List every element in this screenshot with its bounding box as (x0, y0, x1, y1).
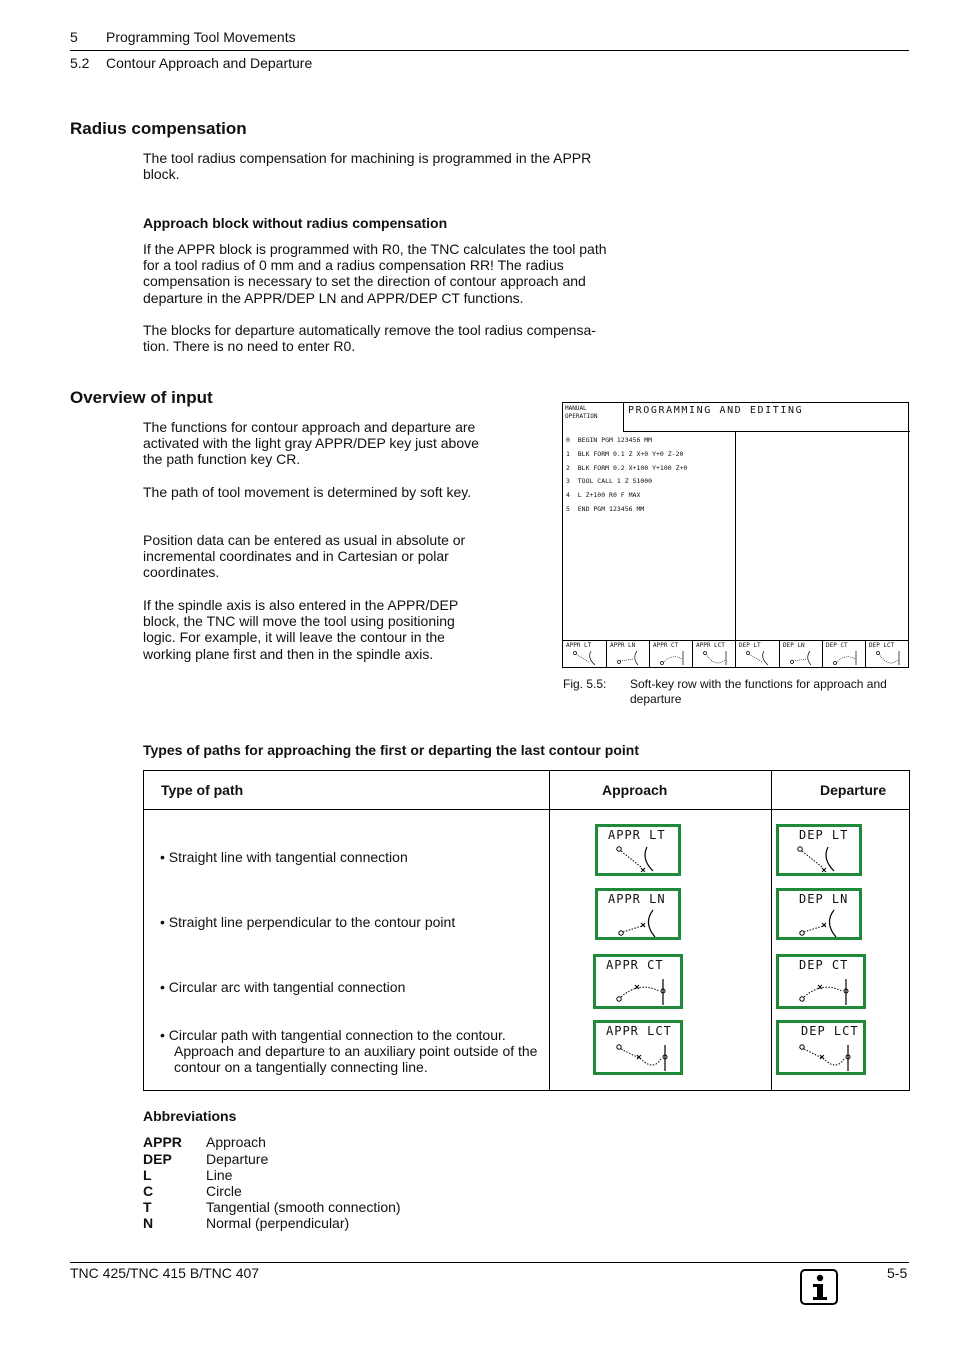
abbr-key: T (143, 1199, 152, 1215)
table-row: • Circular arc with tangential connection (160, 979, 406, 995)
key-label: APPR LCT (606, 1024, 672, 1038)
row-text: Circular arc with tangential connection (168, 979, 406, 995)
softkey-label: DEP LN (783, 642, 805, 649)
radius-paragraph-3: The blocks for departure automatically remove the tool radius compensa-tion. There is no need to enter R0. (143, 322, 596, 355)
program-line: 2 BLK FORM 0.2 X+100 Y+100 Z+0 (566, 464, 688, 472)
figure-label: Fig. 5.5: (563, 677, 607, 691)
dep-ln-key-icon (776, 888, 862, 940)
overview-paragraph-2: The path of tool movement is determined by soft key. (143, 484, 472, 500)
key-label: APPR LT (608, 828, 666, 842)
dep-lt-key-icon (776, 824, 862, 876)
section-number: 5.2 (70, 55, 90, 71)
key-label: DEP LN (799, 892, 849, 906)
program-line: 3 TOOL CALL 1 Z S1000 (566, 477, 653, 485)
mode-label-line1: MANUAL (565, 405, 587, 412)
abbr-key: L (143, 1167, 152, 1183)
section-title: Contour Approach and Departure (106, 55, 313, 71)
table-row: • Straight line perpendicular to the contour point (160, 914, 456, 930)
chapter-title: Programming Tool Movements (106, 29, 296, 45)
footer-rule (70, 1262, 909, 1263)
softkey-label: DEP LCT (869, 642, 895, 649)
softkey-label: APPR LT (566, 642, 592, 649)
table-row: • Straight line with tangential connection (160, 849, 408, 865)
appr-ct-key-icon (593, 954, 683, 1009)
softkey-dep-lt[interactable] (736, 641, 780, 668)
key-label: DEP LT (799, 828, 849, 842)
abbr-value: Departure (206, 1151, 269, 1167)
overview-paragraph-3: Position data can be entered as usual in absolute or incremental coordinates and in Cartesian or polar coordinates. (143, 532, 466, 581)
softkey-appr-ln[interactable] (607, 641, 650, 668)
dep-ct-key-icon (776, 954, 866, 1009)
abbr-value: Approach (206, 1134, 266, 1150)
softkey-label: APPR LCT (696, 642, 725, 649)
abbr-value: Tangential (smooth connection) (206, 1199, 401, 1215)
row-text: Straight line perpendicular to the contour point (168, 914, 456, 930)
chapter-number: 5 (70, 29, 78, 45)
tnc-screen (562, 402, 909, 668)
row-text: Straight line with tangential connection (168, 849, 408, 865)
key-label: APPR LN (608, 892, 666, 906)
screen-title: PROGRAMMING AND EDITING (628, 405, 804, 416)
key-label: APPR CT (606, 958, 664, 972)
header-rule (70, 50, 909, 51)
page-number: 5-5 (887, 1265, 908, 1281)
program-line: 5 END PGM 123456 MM (566, 505, 645, 513)
screen-divider (735, 431, 736, 641)
softkey-label: DEP LT (739, 642, 761, 649)
softkey-label: APPR LN (610, 642, 636, 649)
abbreviations-heading: Abbreviations (143, 1108, 237, 1124)
key-label: DEP CT (799, 958, 849, 972)
softkey-label: DEP CT (826, 642, 848, 649)
key-label: DEP LCT (801, 1024, 859, 1038)
softkey-dep-ct[interactable] (823, 641, 866, 668)
softkey-appr-lt[interactable] (563, 641, 607, 668)
table-row: • Circular path with tangential connection to the contour. Approach and departure to an auxiliary point outside of the contour on a tangentially connecting line. (160, 1027, 538, 1076)
table-heading: Types of paths for approaching the first or departing the last contour point (143, 742, 639, 758)
softkey-appr-lct[interactable] (693, 641, 736, 668)
appr-lt-key-icon (595, 824, 681, 876)
row-text: Circular path with tangential connection to the contour. Approach and departure to an auxiliary point outside of the contour on a tangentially connecting line. (168, 1027, 538, 1076)
appr-lct-key-icon (593, 1020, 683, 1075)
softkey-appr-ct[interactable] (650, 641, 693, 668)
softkey-dep-lct[interactable] (866, 641, 908, 668)
abbr-value: Circle (206, 1183, 242, 1199)
footer-models: TNC 425/TNC 415 B/TNC 407 (70, 1265, 260, 1281)
program-line: 0 BEGIN PGM 123456 MM (566, 436, 653, 444)
column-header-departure: Departure (772, 771, 910, 810)
overview-paragraph-1: The functions for contour approach and departure are activated with the light gray APPR/DEP key just above the path function key CR. (143, 419, 479, 468)
abbr-key: C (143, 1183, 154, 1199)
program-line: 1 BLK FORM 0.1 Z X+0 Y+0 Z-20 (566, 450, 684, 458)
info-icon[interactable] (800, 1269, 838, 1305)
approach-block-subheading: Approach block without radius compensation (143, 215, 448, 231)
radius-paragraph-1: The tool radius compensation for machining is programmed in the APPR block. (143, 150, 592, 183)
abbr-key: DEP (143, 1151, 172, 1167)
abbr-value: Normal (perpendicular) (206, 1215, 350, 1231)
radius-paragraph-2: If the APPR block is programmed with R0, the TNC calculates the tool path for a tool radius of 0 mm and a radius compensation RR! The radius compensation is necessary to set the direction of contour approach and departure in the APPR/DEP LN and APPR/DEP CT functions. (143, 241, 607, 306)
abbr-value: Line (206, 1167, 233, 1183)
column-header-approach: Approach (550, 771, 772, 810)
program-line: 4 L Z+100 R0 F MAX (566, 491, 641, 499)
softkey-label: APPR CT (653, 642, 679, 649)
overview-paragraph-4: If the spindle axis is also entered in the APPR/DEP block, the TNC will move the tool using positioning logic. For example, it will leave the contour in the working plane first and then in the spindle axis. (143, 597, 458, 662)
radius-compensation-heading: Radius compensation (70, 119, 247, 138)
column-header-type: Type of path (144, 771, 550, 810)
abbr-key: N (143, 1215, 154, 1231)
overview-heading: Overview of input (70, 388, 213, 407)
mode-label-line2: OPERATION (565, 413, 598, 420)
figure-caption: Soft-key row with the functions for approach and departure (630, 677, 887, 706)
abbr-key: APPR (143, 1134, 182, 1150)
dep-lct-key-icon (776, 1020, 866, 1075)
appr-ln-key-icon (595, 888, 681, 940)
softkey-dep-ln[interactable] (780, 641, 823, 668)
